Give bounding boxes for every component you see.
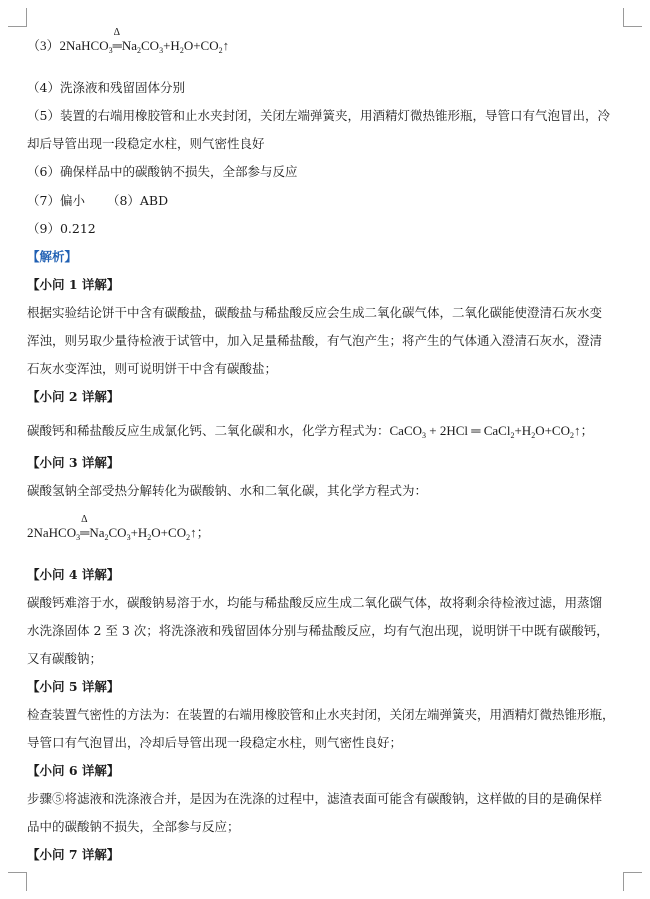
answer-9: （9）0.212: [27, 221, 96, 236]
answer-8: （8）ABD: [106, 193, 169, 208]
eq-sub: 3: [76, 533, 81, 542]
eq-term: O+CO: [151, 525, 187, 540]
q2-title: 【小问 2 详解】: [27, 389, 120, 404]
delta-symbol: Δ: [81, 514, 88, 525]
answer-4: （4）洗涤液和残留固体分别: [27, 80, 185, 95]
analysis-heading: 【解析】: [27, 249, 78, 264]
eq-sign: ═: [80, 525, 90, 540]
answer-7: （7）偏小: [27, 193, 85, 208]
eq-term: +H: [514, 423, 532, 438]
q3-title: 【小问 3 详解】: [27, 455, 120, 470]
q4-line-3: 又有碳酸钠；: [27, 651, 103, 666]
delta-symbol: Δ: [113, 27, 121, 38]
q1-title: 【小问 1 详解】: [27, 277, 120, 292]
answer-3-equation: [27, 27, 627, 59]
eq-sub: 2: [186, 533, 191, 542]
eq-sub: 3: [108, 46, 113, 55]
q6-title: 【小问 6 详解】: [27, 763, 120, 778]
crop-mark-top-right: [623, 8, 642, 27]
eq-sub: 2: [137, 46, 142, 55]
q3-equation: [27, 514, 627, 546]
answer-6: （6）确保样品中的碳酸钠不损失，全部参与反应: [27, 164, 298, 179]
q5-line-1: 检查装置气密性的方法为：在装置的右端用橡胶管和止水夹封闭，关闭左端弹簧夹，用酒精灯微热锥形瓶，: [27, 707, 615, 722]
q2-text: 碳酸钙和稀盐酸反应生成氯化钙、二氧化碳和水，化学方程式为：: [27, 423, 390, 438]
q4-line-2: 水洗涤固体 2 至 3 次；将洗涤液和残留固体分别与稀盐酸反应，均有气泡出现，说明饼干中既有碳酸钙，: [27, 623, 609, 638]
answer-7-8: [27, 193, 627, 209]
q4-title: 【小问 4 详解】: [27, 567, 120, 582]
q1-line-3: 石灰水变浑浊，则可说明饼干中含有碳酸盐；: [27, 361, 278, 376]
q3-text: 碳酸氢钠全部受热分解转化为碳酸钠、水和二氧化碳，其化学方程式为：: [27, 483, 428, 498]
gas-arrow-icon: ↑: [573, 423, 581, 438]
q2-equation: [390, 423, 594, 438]
eq-term: CO: [141, 38, 160, 53]
q4-line-1: 碳酸钙难溶于水，碳酸钠易溶于水，均能与稀盐酸反应生成二氧化碳气体，故将剩余待检液过滤，用蒸馏: [27, 595, 603, 610]
eq-sub: 2: [104, 533, 109, 542]
q7-title: 【小问 7 详解】: [27, 847, 120, 862]
eq-term: CO: [108, 525, 127, 540]
eq-term: 2NaHCO: [59, 38, 109, 53]
gas-arrow-icon: ↑: [222, 38, 230, 53]
eq-sub: 2: [510, 431, 515, 440]
eq-sub: 3: [159, 46, 164, 55]
eq-term: +H: [130, 525, 148, 540]
eq-sub: 2: [569, 431, 574, 440]
eq-sign: ═: [112, 38, 122, 53]
heat-condition: [112, 27, 122, 54]
eq-term: + 2HCl ═ CaCl: [426, 423, 511, 438]
q2-line: [27, 423, 627, 444]
q1-line-1: 根据实验结论饼干中含有碳酸盐，碳酸盐与稀盐酸反应会生成二氧化碳气体，二氧化碳能使澄清石灰水变: [27, 305, 603, 320]
eq-sub: 2: [179, 46, 184, 55]
q5-title: 【小问 5 详解】: [27, 679, 120, 694]
eq-term: 2NaHCO: [27, 525, 77, 540]
q5-line-2: 导管口有气泡冒出，冷却后导管出现一段稳定水柱，则气密性良好；: [27, 735, 403, 750]
eq-term: O+CO: [183, 38, 219, 53]
heat-condition: [80, 514, 90, 541]
crop-mark-bottom-right: [623, 872, 642, 891]
crop-mark-top-left: [8, 8, 27, 27]
q1-line-2: 浑浊，则另取少量待检液于试管中，加入足量稀盐酸，有气泡产生；将产生的气体通入澄清石灰水，澄清: [27, 333, 603, 348]
answer-5-line-2: 却后导管出现一段稳定水柱，则气密性良好: [27, 136, 265, 151]
eq-sub: 2: [147, 533, 152, 542]
crop-mark-bottom-left: [8, 872, 27, 891]
gas-arrow-icon: ↑: [190, 525, 197, 540]
q6-line-1: 步骤⑤将滤液和洗涤液合并，是因为在洗涤的过程中，滤渣表面可能含有碳酸钠，这样做的目的是确保样: [27, 791, 603, 806]
eq-term: Na: [89, 525, 105, 540]
eq-term: O+CO: [535, 423, 570, 438]
eq-sub: 3: [126, 533, 131, 542]
eq-term: Na: [121, 38, 138, 53]
eq-end: ；: [580, 423, 594, 438]
eq-sub: 3: [422, 431, 427, 440]
answer-5-line-1: （5）装置的右端用橡胶管和止水夹封闭，关闭左端弹簧夹，用酒精灯微热锥形瓶，导管口有气泡冒出，冷: [27, 108, 610, 123]
answer-number: （3）: [27, 38, 60, 53]
eq-term: CaCO: [389, 423, 423, 438]
q6-line-2: 品中的碳酸钠不损失，全部参与反应；: [27, 819, 240, 834]
eq-term: +H: [163, 38, 180, 53]
eq-end: ；: [196, 525, 210, 540]
eq-sub: 2: [218, 46, 223, 55]
eq-sub: 2: [531, 431, 536, 440]
